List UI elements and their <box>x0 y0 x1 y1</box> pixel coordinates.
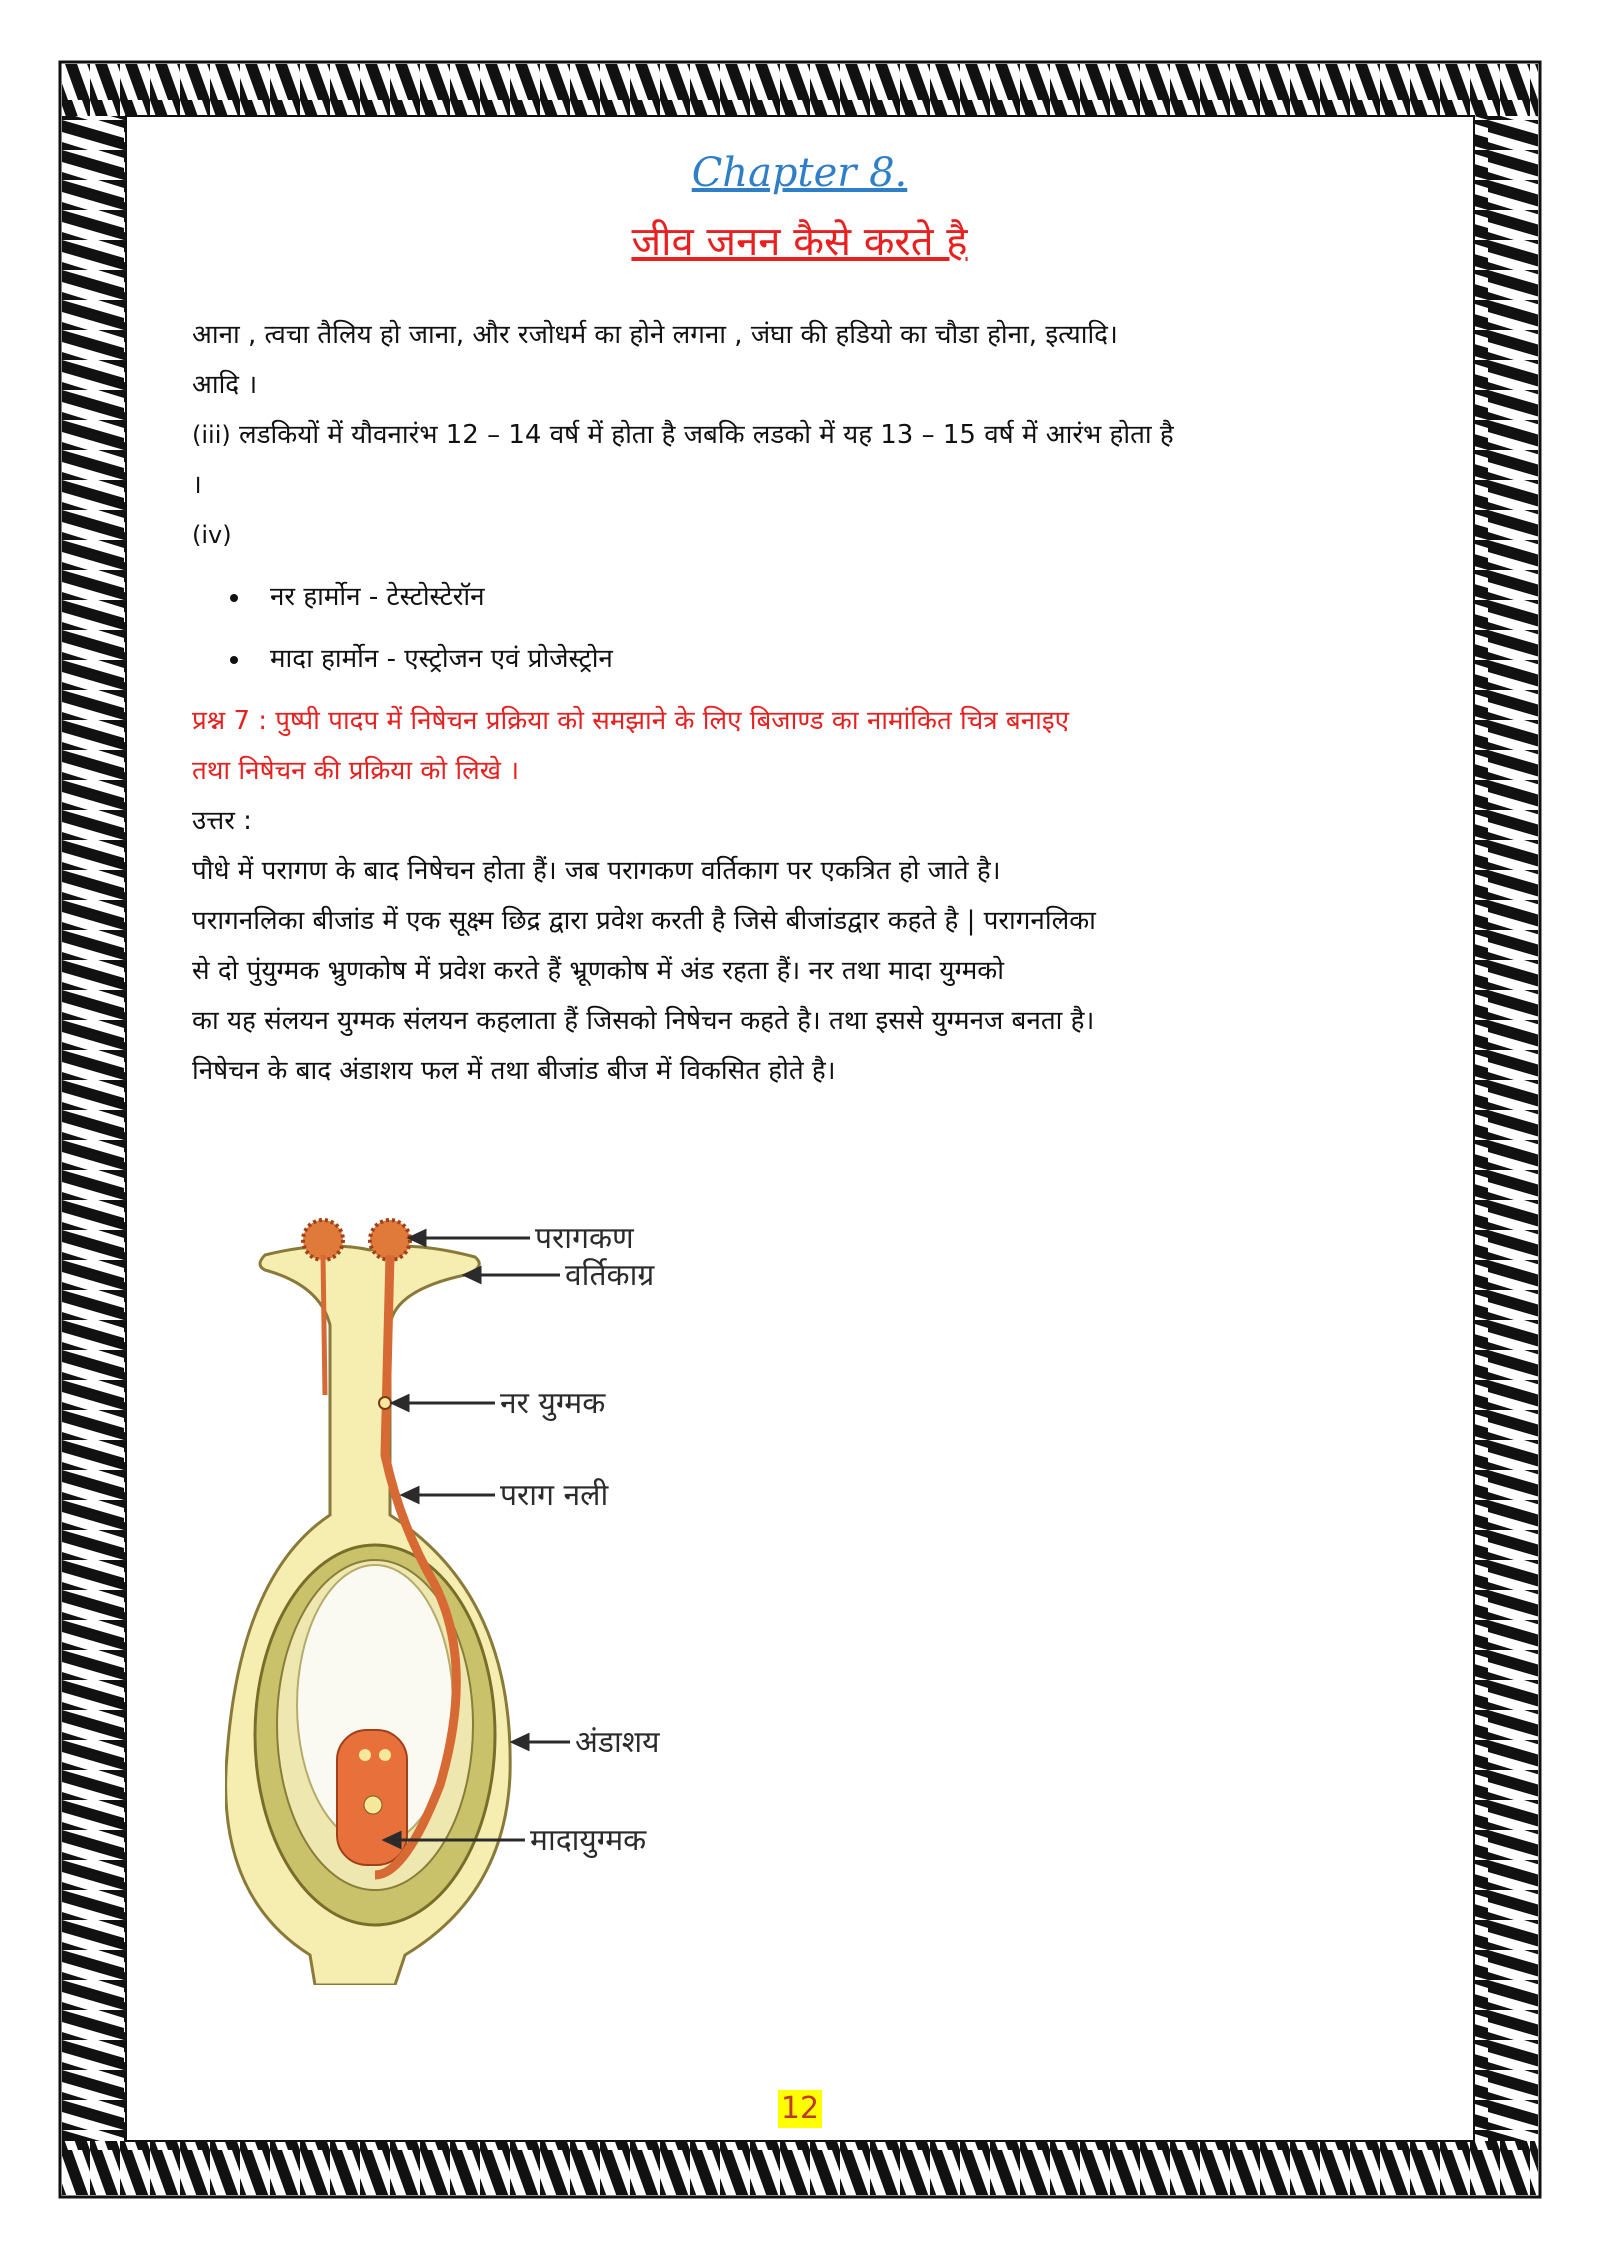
answer-line: परागनलिका बीजांड में एक सूक्ष्म छिद्र द्वारा प्रवेश करती है जिसे बीजांडद्वार कहते है | परागनलिका <box>192 906 1096 936</box>
chapter-heading: Chapter 8. <box>691 150 908 196</box>
item-marker-iv: (iv) <box>192 521 232 549</box>
pollen-grain <box>370 1220 410 1260</box>
question-line-2: तथा निषेचन की प्रक्रिया को लिखे । <box>192 756 520 786</box>
label-pollen-tube: पराग नली <box>500 1478 609 1513</box>
label-male-gamete: नर युग्मक <box>500 1386 606 1421</box>
polar-nucleus <box>379 1749 391 1761</box>
label-female-gamete: मादायुग्मक <box>530 1823 647 1858</box>
label-stigma: वर्तिकाग्र <box>565 1258 655 1293</box>
paragraph-1-continued: आदि । <box>192 370 258 400</box>
list-item: • मादा हार्मोन - एस्ट्रोजन एवं प्रोजेस्ट्रोन <box>252 634 1407 684</box>
page-title: जीव जनन कैसे करते है <box>631 219 968 265</box>
nucleus <box>364 1796 382 1814</box>
answer-line: निषेचन के बाद अंडाशय फल में तथा बीजांड बीज में विकसित होते है। <box>192 1056 836 1086</box>
pollen-tube <box>323 1255 325 1395</box>
fertilization-diagram <box>225 1195 785 1985</box>
answer-line: पौधे में परागण के बाद निषेचन होता हैं। जब परागकण वर्तिकाग पर एकत्रित हो जाते है। <box>192 856 1001 886</box>
question-line-1: प्रश्न 7 : पुष्पी पादप में निषेचन प्रक्रिया को समझाने के लिए बिजाण्ड का नामांकित चित्र बनाइए <box>192 706 1070 736</box>
list-item: • नर हार्मोन - टेस्टोस्टेरॉन <box>252 572 1407 622</box>
male-gamete-dot <box>379 1397 391 1409</box>
polar-nucleus <box>359 1749 371 1761</box>
page-number: 12 <box>778 2090 822 2128</box>
pollen-grain <box>303 1220 343 1260</box>
label-pollen-grain: परागकण <box>535 1221 634 1256</box>
paragraph-2-continued: । <box>192 470 202 500</box>
item-marker-iii: (iii) <box>192 421 231 449</box>
answer-label: उत्तर : <box>192 806 252 836</box>
hormone-list <box>192 572 1407 684</box>
paragraph-1: आना , त्वचा तैलिय हो जाना, और रजोधर्म का होने लगना , जंघा की हडियो का चौडा होना, इत्यादि। <box>192 320 1118 350</box>
label-ovary: अंडाशय <box>575 1725 660 1760</box>
paragraph-2-text: लडकियों में यौवनारंभ 12 – 14 वर्ष में होता है जबकि लडको में यह 13 – 15 वर्ष में आरंभ होता है <box>239 420 1174 450</box>
answer-line: का यह संलयन युग्मक संलयन कहलाता हैं जिसको निषेचन कहते है। तथा इससे युग्मनज बनता है। <box>192 1006 1095 1036</box>
paragraph-2 <box>192 410 1407 460</box>
page-content <box>192 150 1407 1096</box>
answer-text <box>192 846 1407 1096</box>
answer-line: से दो पुंयुग्मक भ्रुणकोष में प्रवेश करते हैं भ्रूणकोष में अंड रहता हैं। नर तथा मादा युग्मको <box>192 956 1005 986</box>
